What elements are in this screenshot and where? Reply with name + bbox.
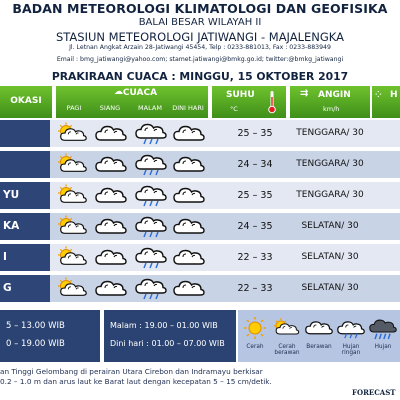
table-header [0,86,400,118]
station-header [0,0,400,70]
row-wind: SELATAN/ 30 [301,252,359,262]
cloudy-icon [172,122,206,145]
cloudy-icon [94,122,128,145]
table-row [0,244,400,271]
legend-berawan: Berawan [306,344,332,350]
forecast-brand: FORECAST [352,388,396,397]
cloudy-icon [172,184,206,207]
row-temperature: 25 – 35 [237,128,273,139]
cloudy-icon [172,277,206,300]
legend-panel [0,310,400,362]
row-weather-icons [56,244,208,271]
row-weather-icons [56,213,208,240]
legend-hujan: Hujan [374,344,392,350]
row-location: G [0,275,50,302]
wave-info-line1: an Tinggi Gelombang di perairan Utara Cirebon dan Indramayu berkisar [0,367,263,376]
light-rain-icon [134,153,168,176]
header-location [0,86,52,118]
row-location: KA [0,213,50,240]
cloudy-icon [172,246,206,269]
header-weather [56,86,208,118]
row-wind: SELATAN/ 30 [301,221,359,231]
station-name: STASIUN METEOROLOGI JATIWANGI - MAJALENGKA [55,30,345,44]
partly-cloudy-icon [56,277,90,300]
table-row [0,182,400,209]
sun-cloud-icon [272,316,302,340]
time-legend-right [104,310,236,362]
cloudy-icon [94,246,128,269]
cloudy-icon [172,153,206,176]
light-rain-icon [134,246,168,269]
cloudy-icon [94,215,128,238]
table-row [0,275,400,302]
time-siang: 0 – 19.00 WIB [6,339,65,349]
row-temperature: 24 – 34 [237,159,273,170]
period-dini-hari: DINI HARI [172,104,204,112]
table-row [0,213,400,240]
weather-legend [238,310,400,362]
partly-cloudy-icon [56,122,90,145]
header-wind [290,86,370,118]
header-temperature [212,86,286,118]
cloudy-icon [172,215,206,238]
row-weather-icons [56,151,208,178]
row-location [0,151,50,178]
row-wind: TENGGARA/ 30 [296,128,364,138]
row-wind: TENGGARA/ 30 [296,190,364,200]
row-weather-icons [56,120,208,147]
row-location: I [0,244,50,271]
partly-cloudy-icon [56,184,90,207]
light-rain-icon [134,184,168,207]
agency-name: BADAN METEOROLOGI KLIMATOLOGI DAN GEOFISIKA [12,1,388,16]
header-humidity-label: H [390,90,398,100]
time-legend-left [0,310,100,362]
header-location-label: OKASI [10,96,42,106]
cloud-icon [304,316,334,340]
row-wind: SELATAN/ 30 [301,283,359,293]
period-malam: MALAM [138,104,162,112]
thermometer-icon [268,90,276,114]
balai-name: BALAI BESAR WILAYAH II [138,17,262,28]
header-weather-label: CUACA [122,88,158,98]
legend-cerah: Cerah [246,344,264,350]
time-pagi: 5 – 13.00 WIB [6,321,65,331]
header-temp-unit: °C [230,105,238,113]
legend-hujan-ringan: Hujan ringan [341,344,361,357]
row-location: YU [0,182,50,209]
time-malam: Malam : 19.00 – 01.00 WIB [110,321,218,330]
marine-forecast-footer [0,363,400,400]
period-siang: SIANG [99,104,121,112]
table-row [0,120,400,147]
header-wind-label: ANGIN [318,90,351,100]
row-weather-icons [56,182,208,209]
cloud-icon: ☁ [114,87,123,97]
rain-icon [368,314,398,342]
row-wind: TENGGARA/ 30 [296,159,364,169]
partly-cloudy-icon [56,153,90,176]
row-weather-icons [56,275,208,302]
station-address: Jl. Letnan Angkat Arzain 28-Jatiwangi 45454, Telp : 0233-881013, Fax : 0233-883949 [69,44,331,51]
cloudy-icon [94,184,128,207]
legend-cerah-berawan: Cerah berawan [274,344,300,357]
station-contact: Email : bmg_jatiwangi@yahoo.com; stamet.jatiwangi@bmkg.go.id; twitter:@bmkg_jatiwangi [56,56,344,63]
cloudy-icon [94,277,128,300]
light-rain-icon [134,277,168,300]
light-rain-icon [336,314,366,342]
forecast-title: PRAKIRAAN CUACA : MINGGU, 15 OKTOBER 2017 [51,70,349,83]
row-temperature: 24 – 35 [237,221,273,232]
header-temp-label: SUHU [226,90,255,100]
table-row [0,151,400,178]
light-rain-icon [134,122,168,145]
header-wind-unit: km/h [323,105,340,113]
wave-info-line2: 0.2 – 1.0 m dan arus laut ke Barat laut dengan kecepatan 5 – 15 cm/detik. [0,377,272,386]
humidity-drops-icon: ⁘ [375,90,382,99]
row-temperature: 22 – 33 [237,252,273,263]
partly-cloudy-icon [56,246,90,269]
time-dini-hari: Dini hari : 01.00 – 07.00 WIB [110,339,225,348]
cloudy-icon [94,153,128,176]
sun-icon [242,315,268,341]
row-location [0,120,50,147]
header-humidity [372,86,400,118]
partly-cloudy-icon [56,215,90,238]
period-pagi: PAGI [66,104,82,112]
wind-arrows-icon: ⇉ [300,88,309,99]
row-temperature: 25 – 35 [237,190,273,201]
light-rain-icon [134,215,168,238]
row-temperature: 22 – 33 [237,283,273,294]
